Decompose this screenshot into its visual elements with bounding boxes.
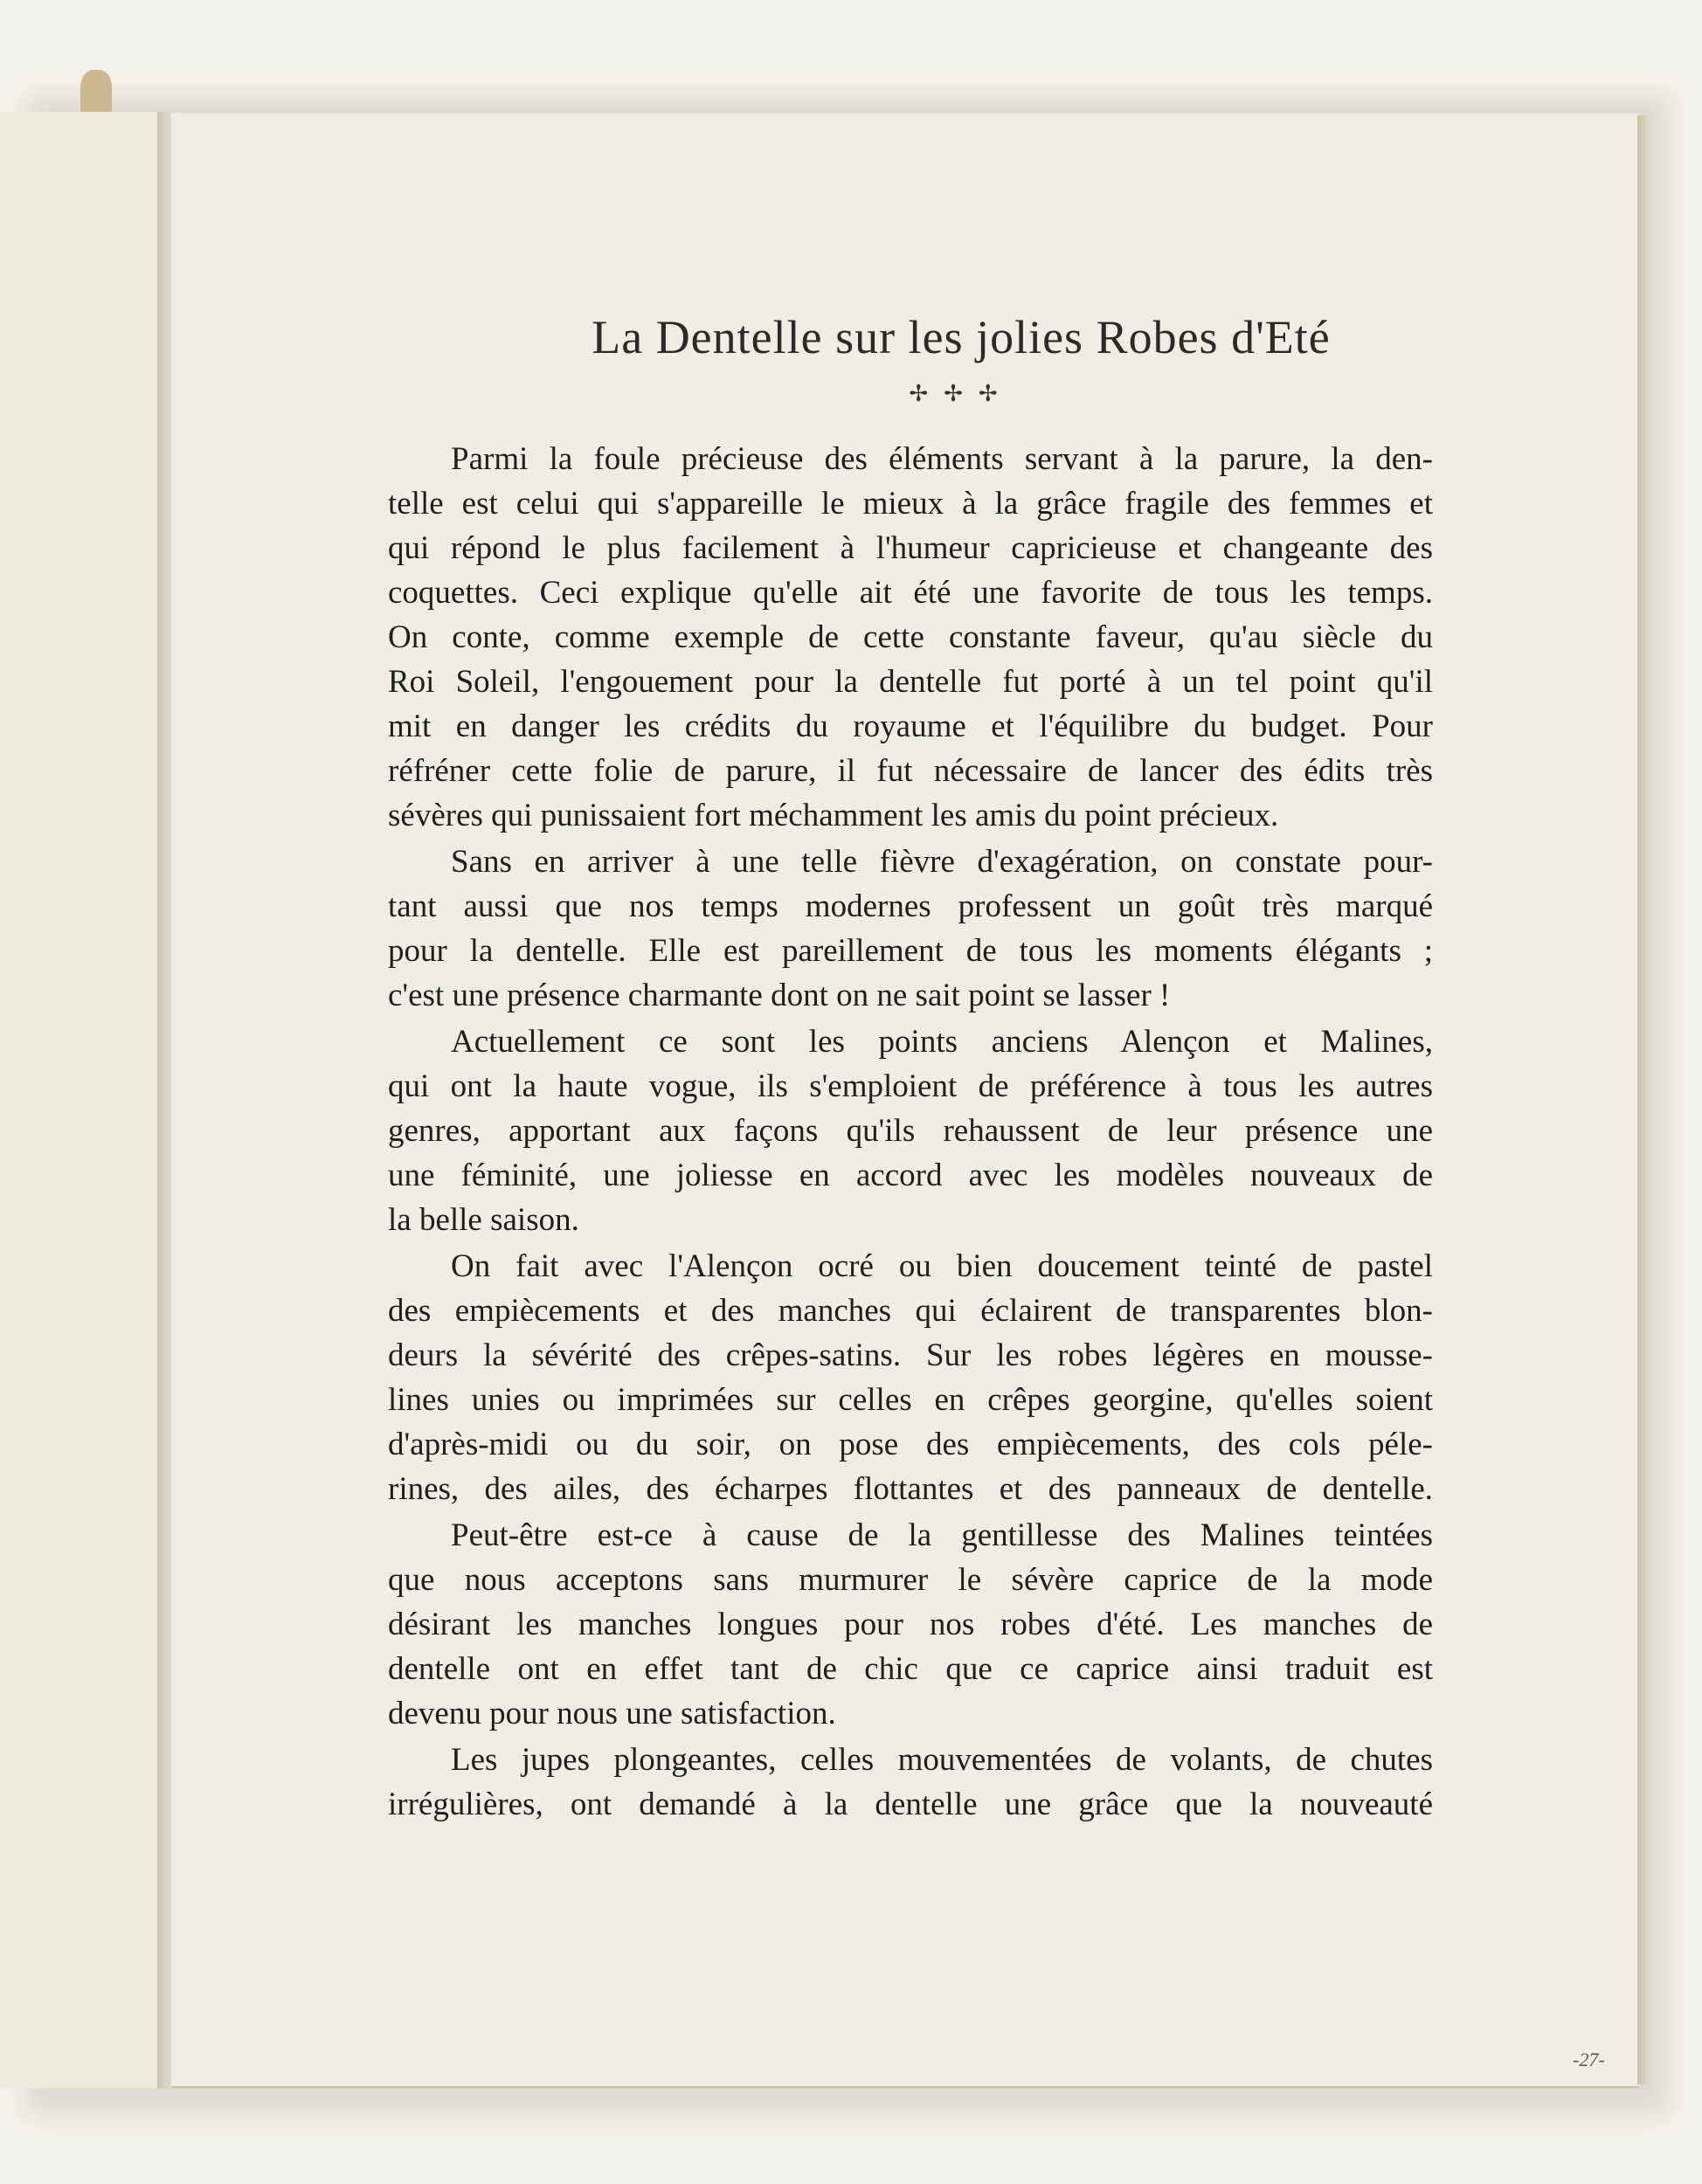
paragraph xyxy=(388,1019,1433,1242)
text-line: Peut-être est-ce à cause de la gentillesse des Malines teintées xyxy=(451,1517,1433,1553)
text-line: qui ont la haute vogue, ils s'emploient de préférence à tous les autres xyxy=(388,1068,1433,1104)
text-line: devenu pour nous une satisfaction. xyxy=(388,1696,836,1731)
text-line: deurs la sévérité des crêpes-satins. Sur les robes légères en mousse- xyxy=(388,1337,1433,1373)
page-number: -27- xyxy=(1573,2049,1605,2070)
text-line: dentelle ont en effet tant de chic que ce caprice ainsi traduit est xyxy=(388,1651,1433,1687)
text-line: On fait avec l'Alençon ocré ou bien doucement teinté de pastel xyxy=(451,1248,1433,1284)
article-body xyxy=(388,437,1433,1828)
paragraph xyxy=(388,1738,1433,1827)
text-line: mit en danger les crédits du royaume et l'équilibre du budget. Pour xyxy=(388,708,1433,744)
binding-thread xyxy=(80,70,112,114)
article-title: La Dentelle sur les jolies Robes d'Eté xyxy=(592,311,1331,363)
text-line: On conte, comme exemple de cette constante faveur, qu'au siècle du xyxy=(388,619,1433,655)
text-line: une féminité, une joliesse en accord avec les modèles nouveaux de xyxy=(388,1158,1433,1193)
paragraph xyxy=(388,1244,1433,1511)
text-line: réfréner cette folie de parure, il fut nécessaire de lancer des édits très xyxy=(388,753,1433,789)
text-line: que nous acceptons sans murmurer le sévère caprice de la mode xyxy=(388,1562,1433,1598)
left-page xyxy=(0,112,164,2088)
paragraph xyxy=(388,437,1433,838)
text-line: lines unies ou imprimées sur celles en crêpes georgine, qu'elles soient xyxy=(388,1382,1433,1418)
text-line: Parmi la foule précieuse des éléments servant à la parure, la den- xyxy=(451,441,1433,477)
text-line: Les jupes plongeantes, celles mouvementées de volants, de chutes xyxy=(451,1742,1433,1778)
text-line: désirant les manches longues pour nos robes d'été. Les manches de xyxy=(388,1607,1433,1642)
text-line: Sans en arriver à une telle fièvre d'exagération, on constate pour- xyxy=(451,844,1433,880)
text-line: la belle saison. xyxy=(388,1202,579,1238)
ornament-stars: ✢✢✢ xyxy=(909,381,1014,406)
text-line: rines, des ailes, des écharpes flottantes et des panneaux de dentelle. xyxy=(388,1471,1433,1507)
text-line: coquettes. Ceci explique qu'elle ait été une favorite de tous les temps. xyxy=(388,575,1433,611)
text-line: c'est une présence charmante dont on ne sait point se lasser ! xyxy=(388,978,1171,1013)
text-line: Roi Soleil, l'engouement pour la dentelle fut porté à un tel point qu'il xyxy=(388,664,1433,700)
paragraph xyxy=(388,1513,1433,1736)
text-line: telle est celui qui s'appareille le mieux à la grâce fragile des femmes et xyxy=(388,486,1433,522)
text-line: Actuellement ce sont les points anciens Alençon et Malines, xyxy=(451,1024,1433,1060)
text-line: des empiècements et des manches qui éclairent de transparentes blon- xyxy=(388,1293,1433,1329)
page-edge xyxy=(1637,115,1651,2084)
text-line: d'après-midi ou du soir, on pose des empiècements, des cols péle- xyxy=(388,1427,1433,1462)
text-line: irrégulières, ont demandé à la dentelle une grâce que la nouveauté xyxy=(388,1787,1433,1822)
text-line: qui répond le plus facilement à l'humeur capricieuse et changeante des xyxy=(388,530,1433,566)
text-line: sévères qui punissaient fort méchamment les amis du point précieux. xyxy=(388,798,1279,833)
text-line: pour la dentelle. Elle est pareillement de tous les moments élégants ; xyxy=(388,933,1433,969)
text-line: genres, apportant aux façons qu'ils rehaussent de leur présence une xyxy=(388,1113,1433,1149)
paragraph xyxy=(388,840,1433,1018)
text-line: tant aussi que nos temps modernes professent un goût très marqué xyxy=(388,888,1433,924)
